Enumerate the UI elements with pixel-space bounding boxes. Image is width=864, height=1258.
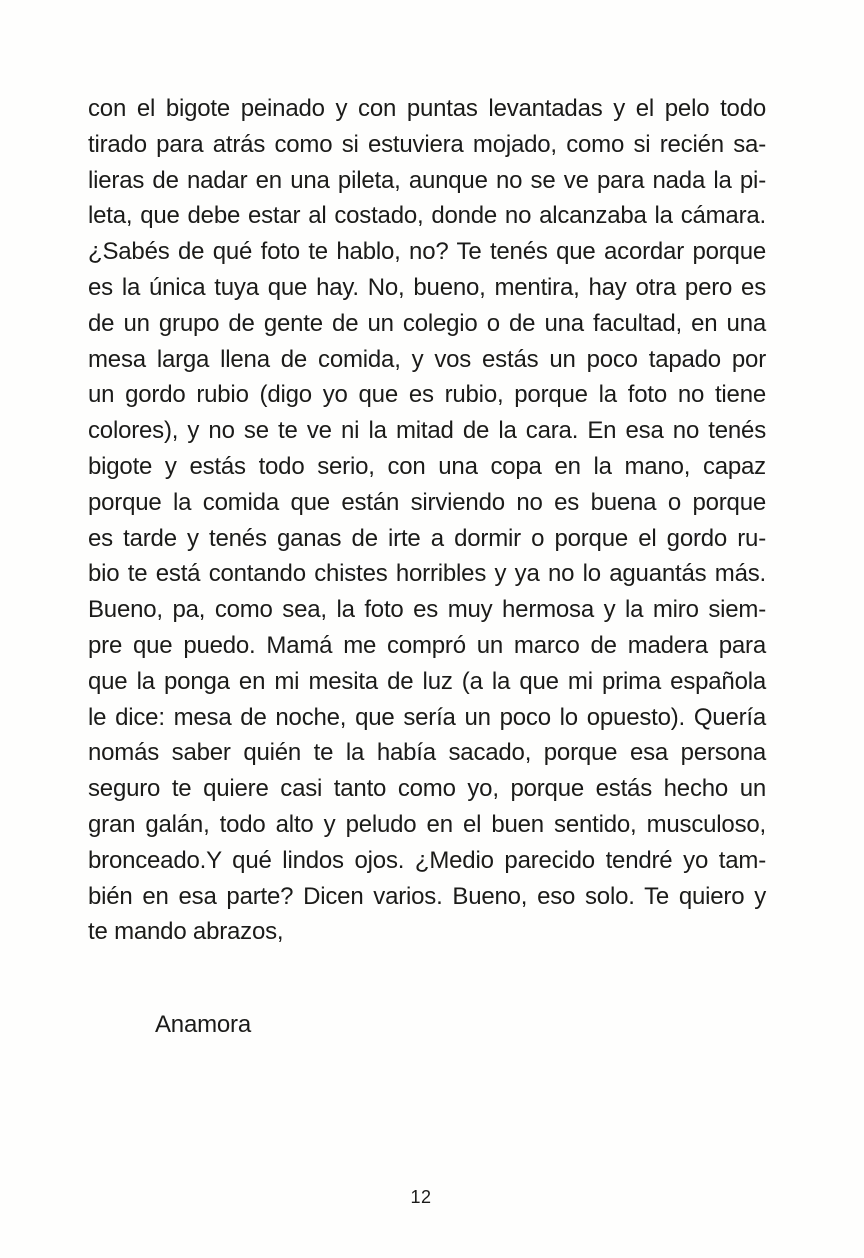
letter-line: leta, que debe estar al costado, donde no alcanzaba la cámara. bbox=[88, 202, 766, 230]
letter-line: con el bigote peinado y con puntas levantadas y el pelo todo bbox=[88, 95, 766, 122]
letter-line: lieras de nadar en una pileta, aunque no se ve para nada la pi- bbox=[88, 166, 766, 194]
letter-line: es la única tuya que hay. No, bueno, mentira, hay otra pero es bbox=[88, 273, 766, 301]
letter-line: te mando abrazos, bbox=[88, 918, 284, 946]
letter-line: le dice: mesa de noche, que sería un poco lo opuesto). Quería bbox=[88, 703, 766, 731]
letter-line: colores), y no se te ve ni la mitad de la cara. En esa no tenés bbox=[88, 417, 766, 445]
letter-line: un gordo rubio (digo yo que es rubio, porque la foto no tiene bbox=[88, 381, 766, 409]
signature: Anamora bbox=[155, 1011, 251, 1039]
letter-line: es tarde y tenés ganas de irte a dormir o porque el gordo ru- bbox=[88, 524, 766, 552]
letter-line: seguro te quiere casi tanto como yo, porque estás hecho un bbox=[88, 775, 766, 803]
letter-body bbox=[88, 91, 766, 1043]
letter-line: mesa larga llena de comida, y vos estás un poco tapado por bbox=[88, 345, 766, 373]
letter-line: de un grupo de gente de un colegio o de una facultad, en una bbox=[88, 309, 766, 337]
letter-line: Bueno, pa, como sea, la foto es muy hermosa y la miro siem- bbox=[88, 596, 766, 624]
letter-line: tirado para atrás como si estuviera mojado, como si recién sa- bbox=[88, 130, 766, 158]
letter-line: gran galán, todo alto y peludo en el buen sentido, musculoso, bbox=[88, 810, 766, 838]
letter-line: pre que puedo. Mamá me compró un marco de madera para bbox=[88, 631, 766, 659]
letter-line: bigote y estás todo serio, con una copa en la mano, capaz bbox=[88, 452, 766, 480]
letter-line: que la ponga en mi mesita de luz (a la que mi prima española bbox=[88, 667, 766, 695]
letter-line: bio te está contando chistes horribles y ya no lo aguantás más. bbox=[88, 560, 766, 588]
letter-line: bién en esa parte? Dicen varios. Bueno, eso solo. Te quiero y bbox=[88, 882, 766, 910]
letter-line: porque la comida que están sirviendo no es buena o porque bbox=[88, 488, 766, 516]
page-number: 12 bbox=[410, 1187, 432, 1207]
letter-line: nomás saber quién te la había sacado, porque esa persona bbox=[88, 739, 766, 767]
letter-line: ¿Sabés de qué foto te hablo, no? Te tenés que acordar porque bbox=[88, 238, 766, 266]
letter-line: bronceado.Y qué lindos ojos. ¿Medio parecido tendré yo tam- bbox=[88, 846, 766, 874]
